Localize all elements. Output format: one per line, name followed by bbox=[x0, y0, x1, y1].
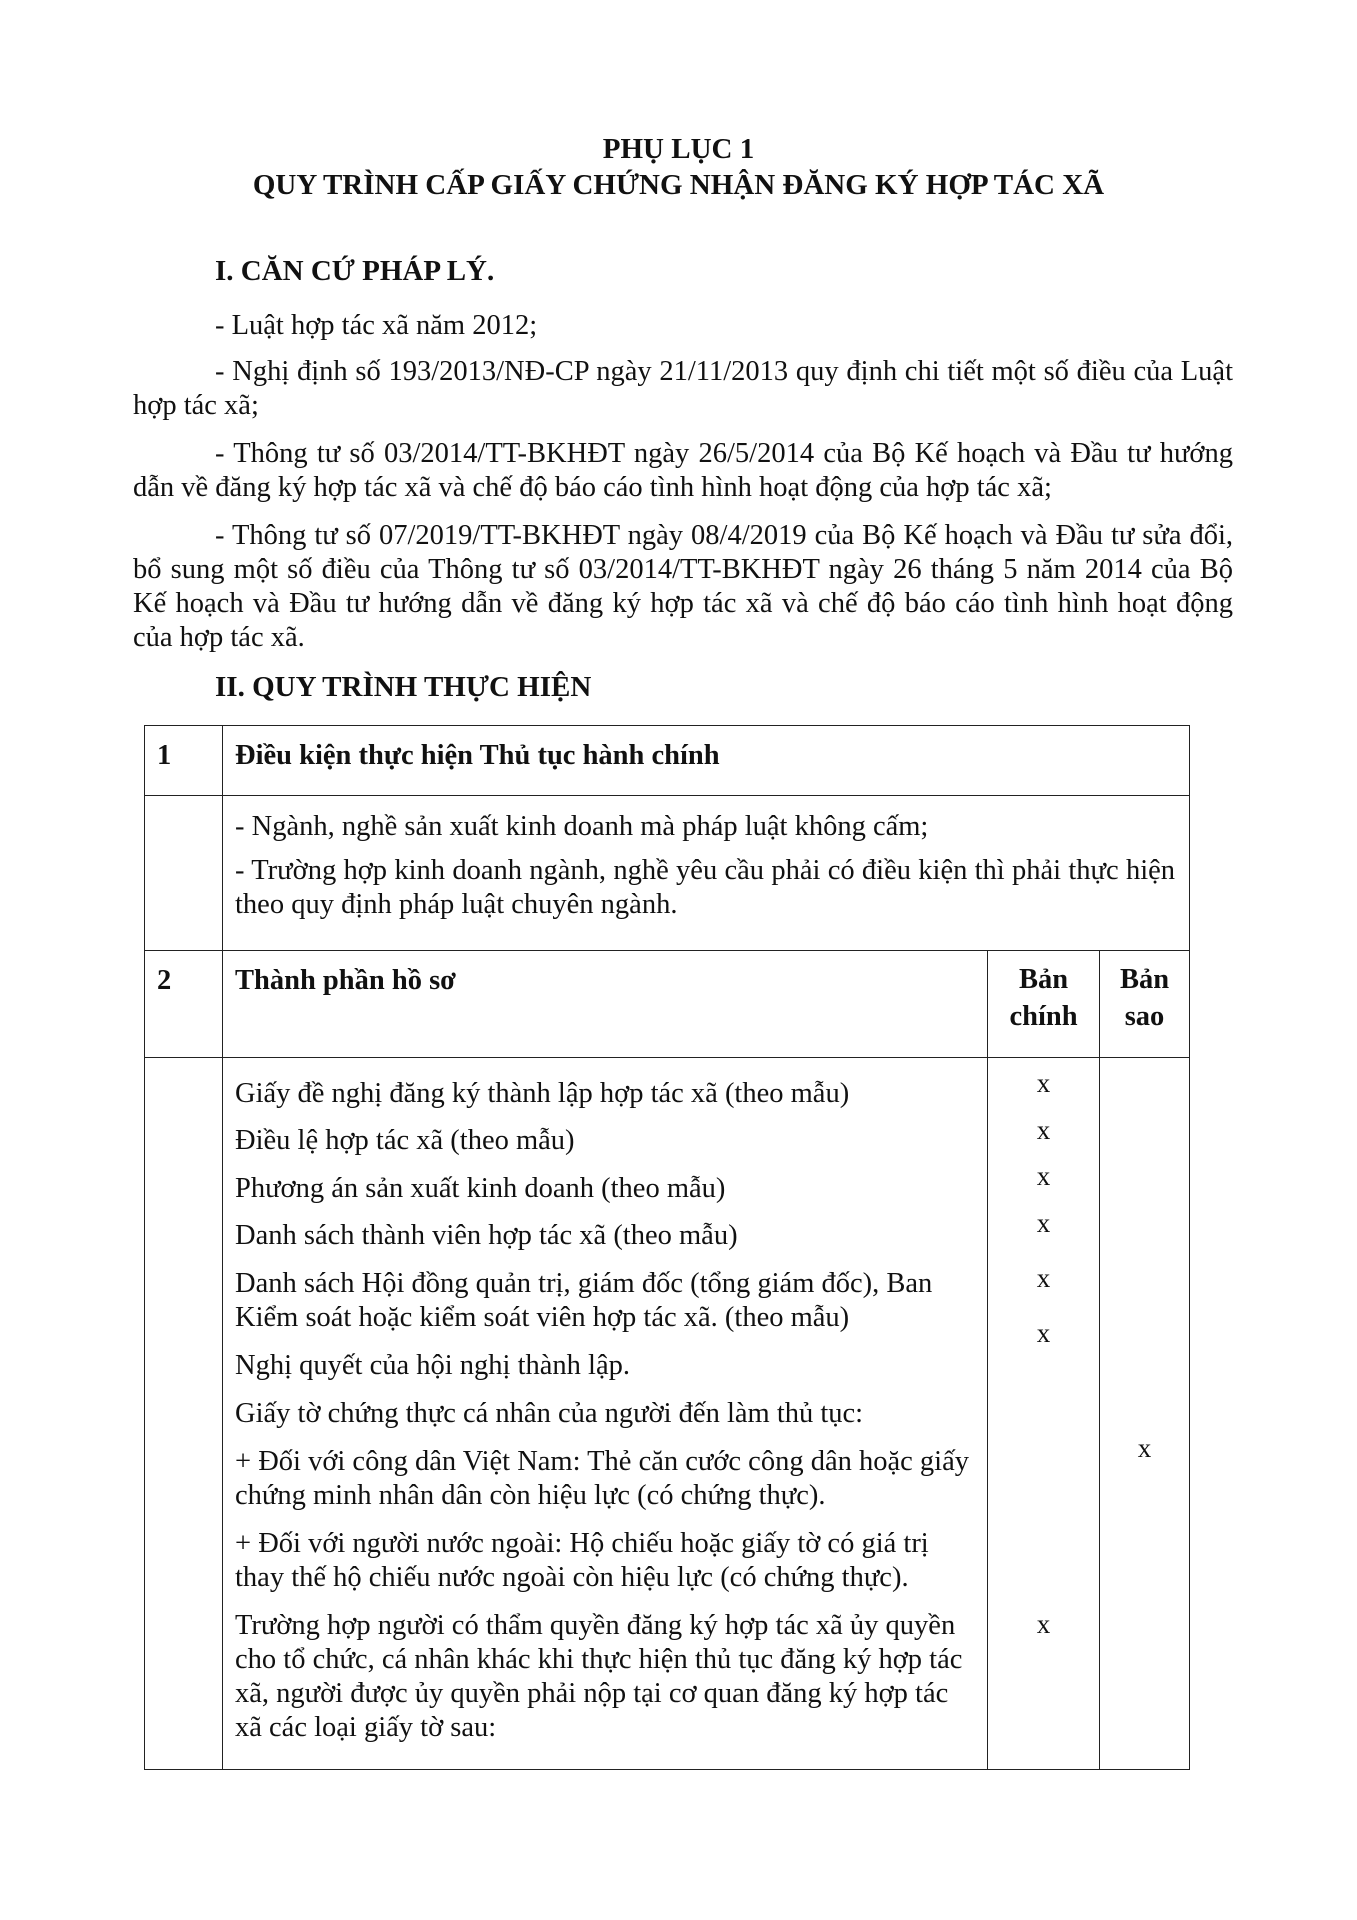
original-column-header: Bản chính bbox=[988, 951, 1100, 1058]
document-item: + Đối với người nước ngoài: Hộ chiếu hoặc giấy tờ có giá trị thay thế hộ chiếu nước ngoài còn hiệu lực (có chứng thực). bbox=[235, 1528, 929, 1593]
document-item: + Đối với công dân Việt Nam: Thẻ căn cước công dân hoặc giấy chứng minh nhân dân còn hiệu lực (có chứng thực). bbox=[235, 1446, 969, 1511]
document-item: Danh sách Hội đồng quản trị, giám đốc (tổng giám đốc), Ban Kiểm soát hoặc kiểm soát viên hợp tác xã. (theo mẫu) bbox=[235, 1268, 933, 1333]
original-mark: x bbox=[1036, 1263, 1051, 1293]
documents-header: Thành phần hồ sơ bbox=[223, 951, 988, 1058]
original-mark: x bbox=[1036, 1318, 1051, 1348]
original-mark: x bbox=[1036, 1208, 1051, 1238]
document-item: Nghị quyết của hội nghị thành lập. bbox=[235, 1350, 630, 1381]
documents-list bbox=[223, 1058, 988, 1770]
document-item: Điều lệ hợp tác xã (theo mẫu) bbox=[235, 1125, 575, 1156]
empty-cell bbox=[145, 1058, 223, 1770]
table-row bbox=[145, 796, 1190, 951]
table-row bbox=[145, 1058, 1190, 1770]
legal-basis-item: - Thông tư số 07/2019/TT-BKHĐT ngày 08/4/2019 của Bộ Kế hoạch và Đầu tư sửa đổi, bổ sung một số điều của Thông tư số 03/2014/TT-BKHĐT ngày 26 tháng 5 năm 2014 của Bộ Kế hoạch và Đầu tư hướng dẫn về đăng ký hợp tác xã và chế độ báo cáo tình hình hoạt động của hợp tác xã. bbox=[133, 520, 1233, 653]
legal-basis-item: - Luật hợp tác xã năm 2012; bbox=[215, 310, 538, 341]
original-mark: x bbox=[1036, 1068, 1051, 1098]
original-mark: x bbox=[1036, 1115, 1051, 1145]
conditions-header: Điều kiện thực hiện Thủ tục hành chính bbox=[223, 726, 1190, 796]
table-row bbox=[145, 726, 1190, 796]
section-2-heading: II. QUY TRÌNH THỰC HIỆN bbox=[215, 671, 592, 703]
empty-cell bbox=[145, 796, 223, 951]
table-row bbox=[145, 951, 1190, 1058]
appendix-title: PHỤ LỤC 1 bbox=[602, 133, 755, 165]
procedure-title: QUY TRÌNH CẤP GIẤY CHỨNG NHẬN ĐĂNG KÝ HỢP TÁC XÃ bbox=[252, 169, 1105, 201]
original-marks bbox=[988, 1058, 1100, 1770]
section-1-heading: I. CĂN CỨ PHÁP LÝ. bbox=[215, 255, 495, 287]
document-item: Giấy đề nghị đăng ký thành lập hợp tác xã (theo mẫu) bbox=[235, 1078, 850, 1109]
document-item: Danh sách thành viên hợp tác xã (theo mẫu) bbox=[235, 1220, 738, 1251]
original-mark: x bbox=[1036, 1161, 1051, 1191]
row-number: 2 bbox=[145, 951, 223, 1058]
legal-basis-item: - Thông tư số 03/2014/TT-BKHĐT ngày 26/5/2014 của Bộ Kế hoạch và Đầu tư hướng dẫn về đăng ký hợp tác xã và chế độ báo cáo tình hình hoạt động của hợp tác xã; bbox=[133, 438, 1233, 503]
row-number: 1 bbox=[145, 726, 223, 796]
conditions-content bbox=[223, 796, 1190, 951]
copy-marks bbox=[1100, 1058, 1190, 1770]
copy-column-header: Bản sao bbox=[1100, 951, 1190, 1058]
condition-item: - Trường hợp kinh doanh ngành, nghề yêu cầu phải có điều kiện thì phải thực hiện theo quy định pháp luật chuyên ngành. bbox=[235, 855, 1176, 920]
procedure-table bbox=[144, 725, 1190, 1770]
original-mark: x bbox=[1036, 1609, 1051, 1639]
legal-basis-item: - Nghị định số 193/2013/NĐ-CP ngày 21/11/2013 quy định chi tiết một số điều của Luật hợp tác xã; bbox=[133, 356, 1233, 421]
document-item: Phương án sản xuất kinh doanh (theo mẫu) bbox=[235, 1173, 726, 1204]
copy-mark: x bbox=[1137, 1433, 1152, 1463]
condition-item: - Ngành, nghề sản xuất kinh doanh mà pháp luật không cấm; bbox=[235, 811, 929, 842]
document-item: Trường hợp người có thẩm quyền đăng ký hợp tác xã ủy quyền cho tổ chức, cá nhân khác khi thực hiện thủ tục đăng ký hợp tác xã, người được ủy quyền phải nộp tại cơ quan đăng ký hợp tác xã các loại giấy tờ sau: bbox=[235, 1610, 963, 1743]
document-item: Giấy tờ chứng thực cá nhân của người đến làm thủ tục: bbox=[235, 1398, 864, 1429]
